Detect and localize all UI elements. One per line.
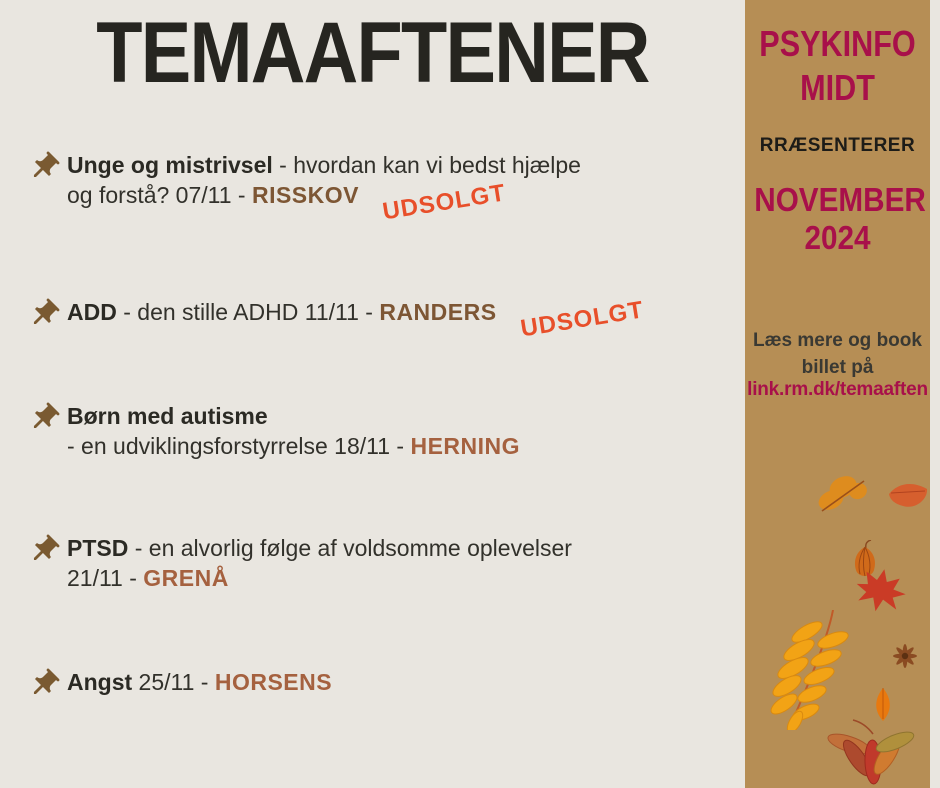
event-text: - hvordan kan vi bedst hjælpe xyxy=(272,152,581,178)
maple-leaf xyxy=(855,568,907,612)
event-line xyxy=(67,563,745,593)
pushpin-icon xyxy=(27,150,61,184)
page-title: TEMAAFTENER xyxy=(96,5,649,101)
event-title: Unge og mistrivsel xyxy=(67,152,273,178)
booking-info xyxy=(745,327,930,381)
event-text: - en udviklingsforstyrrelse 18/11 - xyxy=(67,433,411,459)
sidebar xyxy=(745,0,930,788)
event-lines xyxy=(67,533,745,593)
event-item xyxy=(0,401,745,461)
month-year: 2024 xyxy=(804,219,871,256)
cta-line2: billet på xyxy=(801,357,874,378)
event-line xyxy=(67,401,745,431)
event-lines xyxy=(67,401,745,461)
booking-link: link.rm.dk/temaaften xyxy=(747,379,928,400)
pushpin-icon xyxy=(27,401,61,435)
event-title: Børn med autisme xyxy=(67,403,268,429)
brand-line1: PSYKINFO xyxy=(759,23,916,64)
pushpin-icon xyxy=(27,667,61,701)
event-title: PTSD xyxy=(67,535,129,561)
event-title: Angst xyxy=(67,669,133,695)
event-item xyxy=(0,296,745,343)
event-text: 21/11 - xyxy=(67,565,144,591)
cta-line1: Læs mere og book xyxy=(753,330,922,351)
soldout-badge: UDSOLGT xyxy=(518,296,646,343)
brand-line2: MIDT xyxy=(800,67,875,108)
pushpin-icon xyxy=(27,533,61,567)
event-line xyxy=(67,667,745,697)
brand-name xyxy=(759,22,916,110)
event-location: RANDERS xyxy=(379,299,497,325)
red-leaf-fragment xyxy=(887,480,930,514)
event-line xyxy=(67,431,745,461)
virginia-creeper-leaf xyxy=(825,718,915,788)
event-text: og forstå? 07/11 - xyxy=(67,182,252,208)
pushpin-icon xyxy=(27,297,61,331)
event-location: GRENÅ xyxy=(143,565,229,591)
star-anise xyxy=(890,641,920,671)
right-edge-strip xyxy=(930,0,940,788)
event-item xyxy=(0,667,745,697)
rowan-leaf xyxy=(769,610,861,730)
event-lines xyxy=(67,296,745,343)
event-text: - en alvorlig følge af voldsomme oplevelser xyxy=(128,535,572,561)
event-item xyxy=(0,150,745,226)
event-lines xyxy=(67,667,745,697)
month-name: NOVEMBER xyxy=(754,181,926,218)
event-text: - den stille ADHD 11/11 - xyxy=(116,299,380,325)
event-location: HORSENS xyxy=(214,669,333,695)
event-location: RISSKOV xyxy=(251,182,359,208)
event-text: 25/11 - xyxy=(132,669,215,695)
oak-leaf xyxy=(817,470,869,516)
event-line xyxy=(67,533,745,563)
event-month xyxy=(754,181,926,257)
event-line xyxy=(67,296,745,343)
event-title: ADD xyxy=(67,299,117,325)
event-line xyxy=(67,150,745,180)
event-item xyxy=(0,533,745,593)
event-location: HERNING xyxy=(410,433,521,459)
soldout-badge: UDSOLGT xyxy=(380,179,508,226)
event-line xyxy=(67,179,745,226)
event-lines xyxy=(67,150,745,226)
presents-label: RRÆSENTERER xyxy=(759,135,916,156)
